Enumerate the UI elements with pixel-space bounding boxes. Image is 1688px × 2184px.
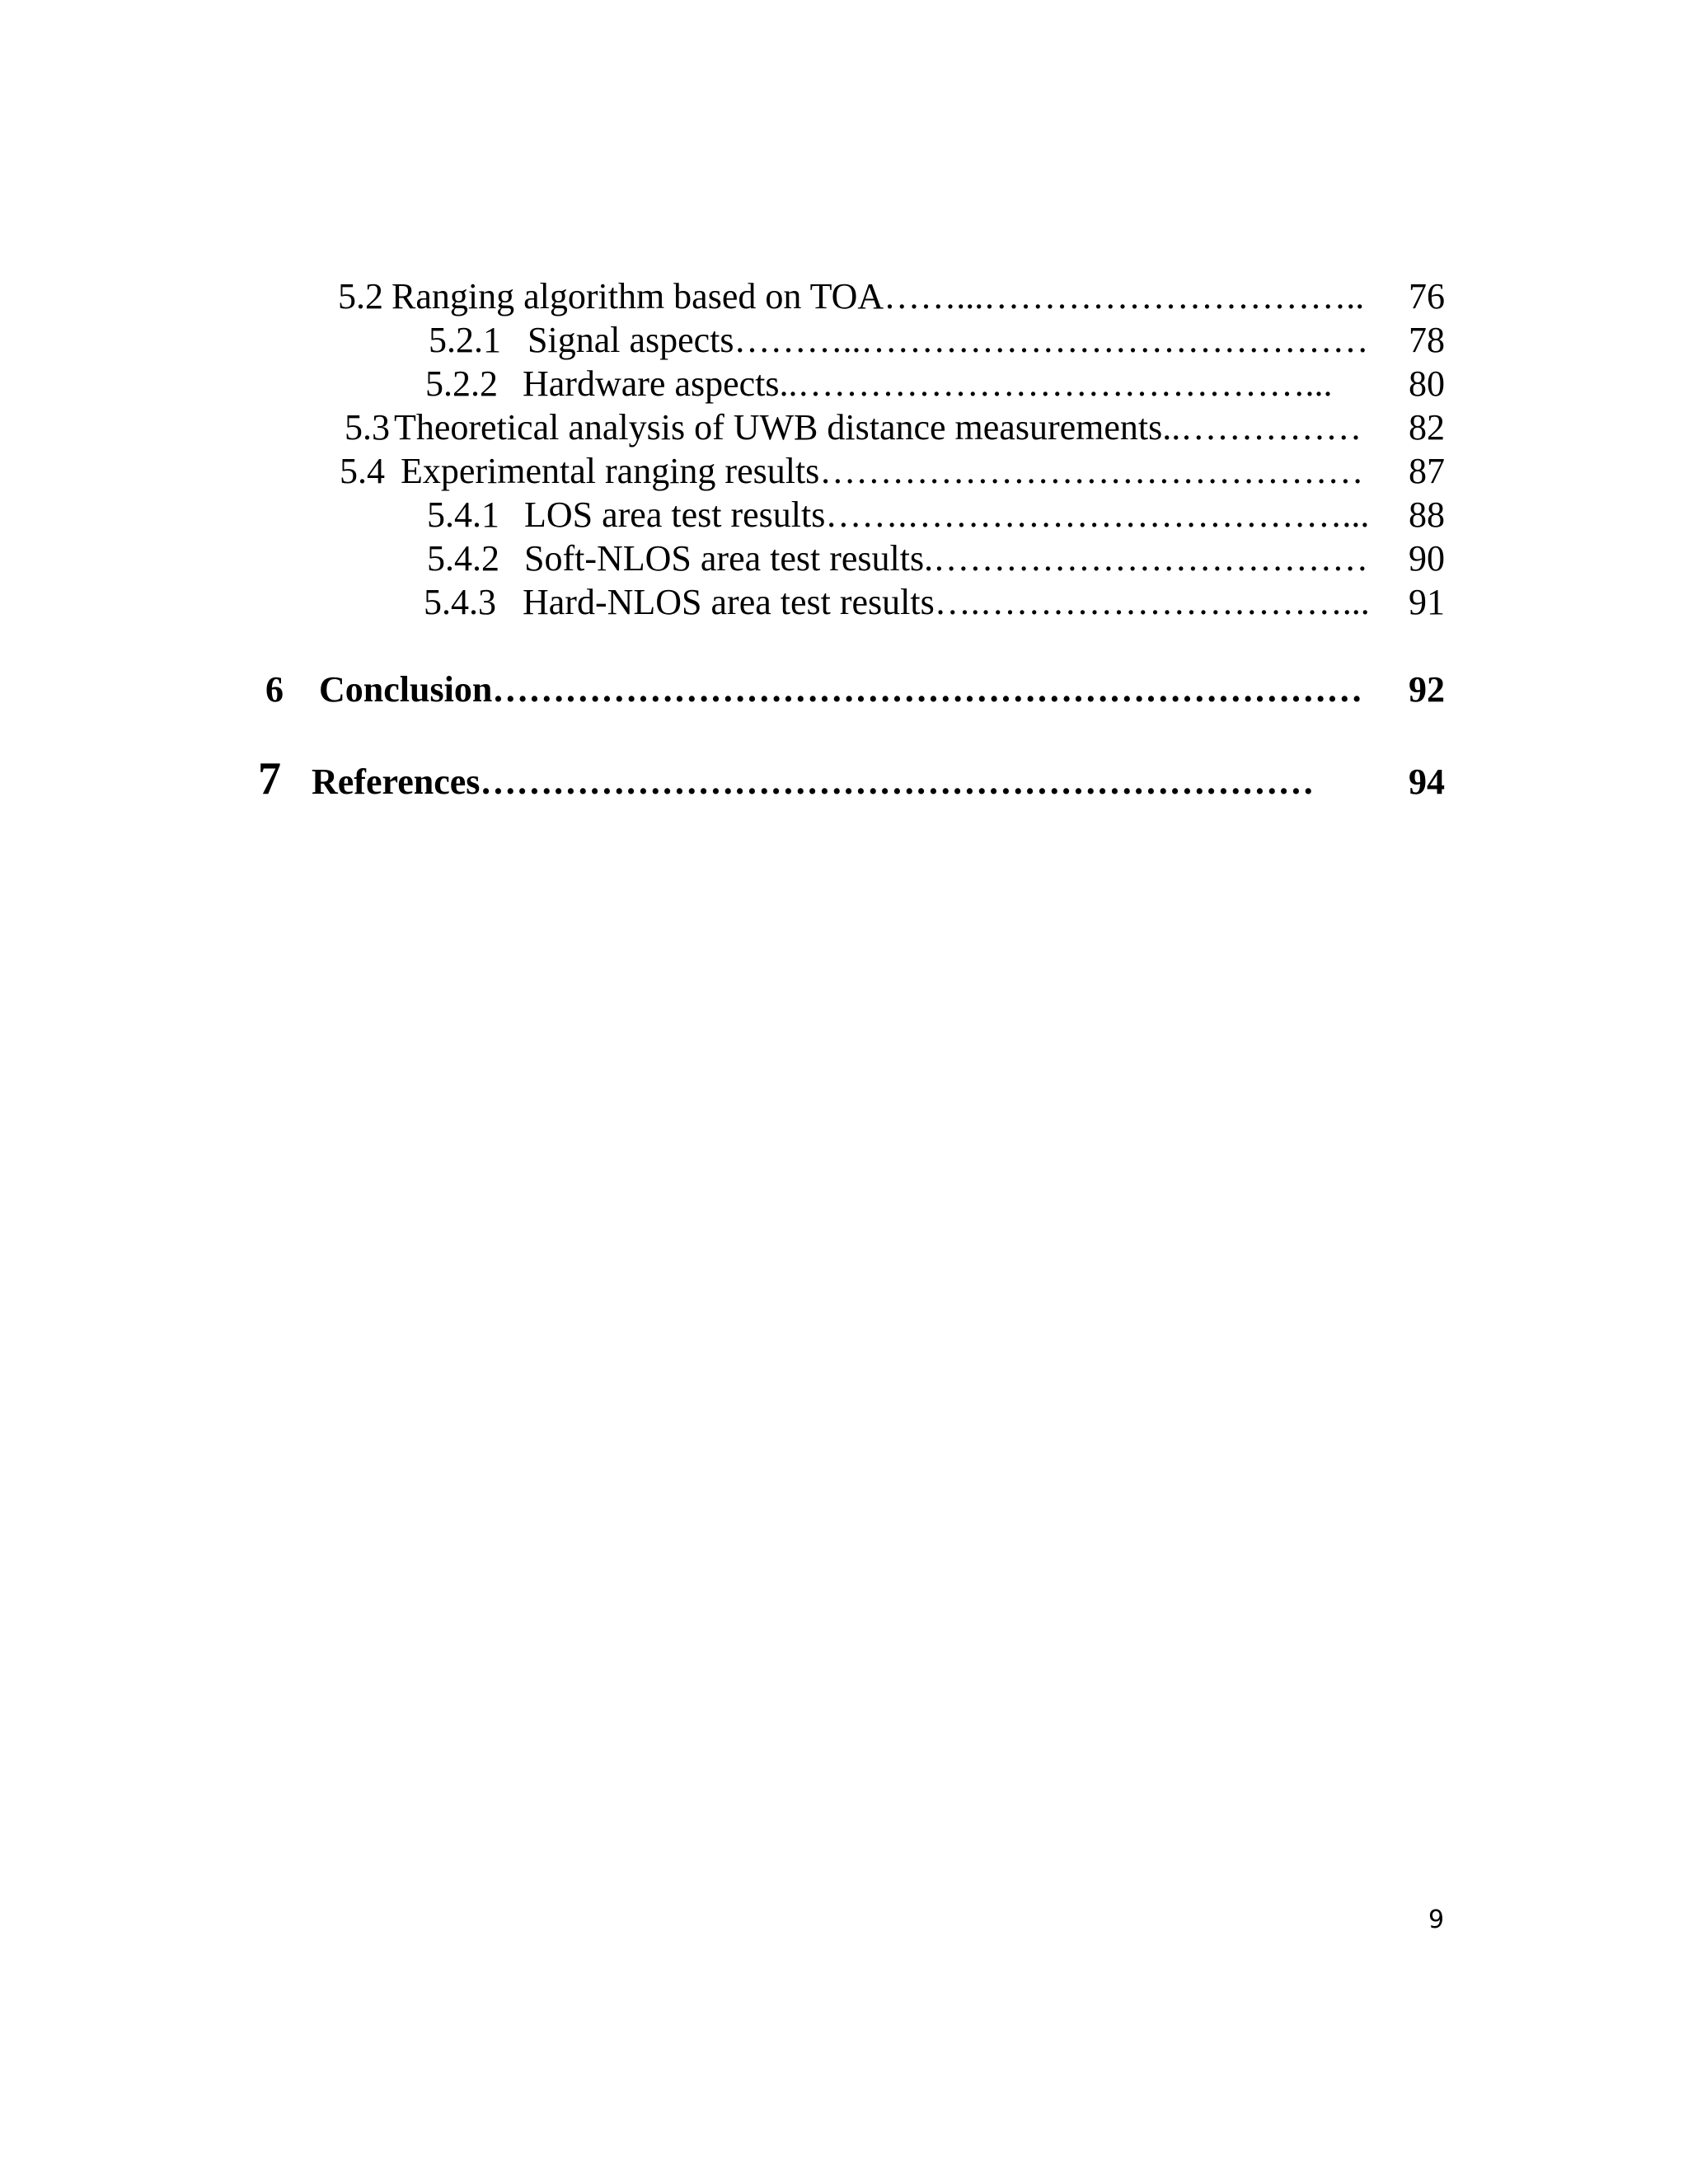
toc-entry-5-2[interactable] — [338, 274, 1445, 319]
toc-leader-dots: ………..…………………………………… — [734, 320, 1369, 360]
toc-entry-number: 5.4.3 — [424, 582, 496, 622]
toc-entry-number: 5.4.1 — [427, 494, 499, 535]
toc-entry-5-4-1[interactable] — [427, 493, 1445, 537]
toc-entry-5-4-3[interactable] — [424, 580, 1445, 625]
toc-entry-number: 5.4 — [340, 451, 385, 491]
toc-entry-page: 80 — [1409, 363, 1445, 404]
toc-chapter-page: 94 — [1409, 762, 1445, 802]
toc-entry-5-4-2[interactable] — [427, 537, 1445, 581]
toc-entry-page: 90 — [1409, 538, 1445, 579]
page-number: 9 — [1428, 1905, 1445, 1934]
toc-leader-dots: ……………………………………… — [819, 451, 1364, 491]
toc-entry-label: Soft-NLOS area test results. — [524, 538, 934, 579]
toc-entry-page: 78 — [1409, 320, 1445, 360]
toc-entry-number: 5.3 — [345, 407, 390, 448]
toc-leader-dots: ……………………………………………………………… — [492, 669, 1363, 710]
toc-entry-number: 5.2.1 — [429, 320, 501, 360]
toc-entry-page: 76 — [1409, 276, 1445, 316]
toc-leader-dots: ……...………………………….. — [884, 276, 1365, 316]
toc-entry-label: Hard-NLOS area test results — [523, 582, 935, 622]
toc-entry-5-2-1[interactable] — [429, 318, 1445, 363]
toc-chapter-6[interactable] — [265, 668, 1445, 712]
toc-chapter-page: 92 — [1409, 669, 1445, 710]
toc-entry-number: 5.4.2 — [427, 538, 499, 579]
toc-leader-dots: ……………………………… — [933, 538, 1369, 579]
toc-chapter-label: References — [312, 762, 481, 802]
toc-entry-5-3[interactable] — [345, 405, 1445, 450]
toc-entry-5-4[interactable] — [340, 449, 1445, 494]
toc-entry-page: 91 — [1409, 582, 1445, 622]
toc-entry-label: Hardware aspects.. — [523, 363, 798, 404]
toc-chapter-number: 7 — [258, 754, 281, 804]
toc-entry-number: 5.2.2 — [425, 363, 498, 404]
toc-entry-page: 87 — [1409, 451, 1445, 491]
toc-entry-label: Ranging algorithm based on TOA — [392, 276, 884, 316]
toc-entry-page: 82 — [1409, 407, 1445, 448]
toc-entry-page: 88 — [1409, 494, 1445, 535]
toc-chapter-label: Conclusion — [319, 669, 493, 710]
toc-entry-label: LOS area test results — [524, 494, 826, 535]
toc-chapter-7[interactable] — [258, 754, 1445, 804]
toc-entry-label: Theoretical analysis of UWB distance measurements.. — [394, 407, 1181, 448]
toc-entry-label: Signal aspects — [528, 320, 734, 360]
toc-chapter-number: 6 — [265, 669, 284, 710]
toc-entry-number: 5.2 — [338, 276, 383, 316]
toc-entry-label: Experimental ranging results — [401, 451, 820, 491]
toc-leader-dots: …….………………………………... — [825, 494, 1370, 535]
toc-leader-dots: …………………………………………………………… — [480, 762, 1315, 802]
toc-leader-dots: ….…………………………... — [934, 582, 1370, 622]
toc-entry-5-2-2[interactable] — [425, 362, 1445, 406]
toc-leader-dots: ……………………………………... — [797, 363, 1333, 404]
toc-leader-dots: …………… — [1180, 407, 1362, 448]
